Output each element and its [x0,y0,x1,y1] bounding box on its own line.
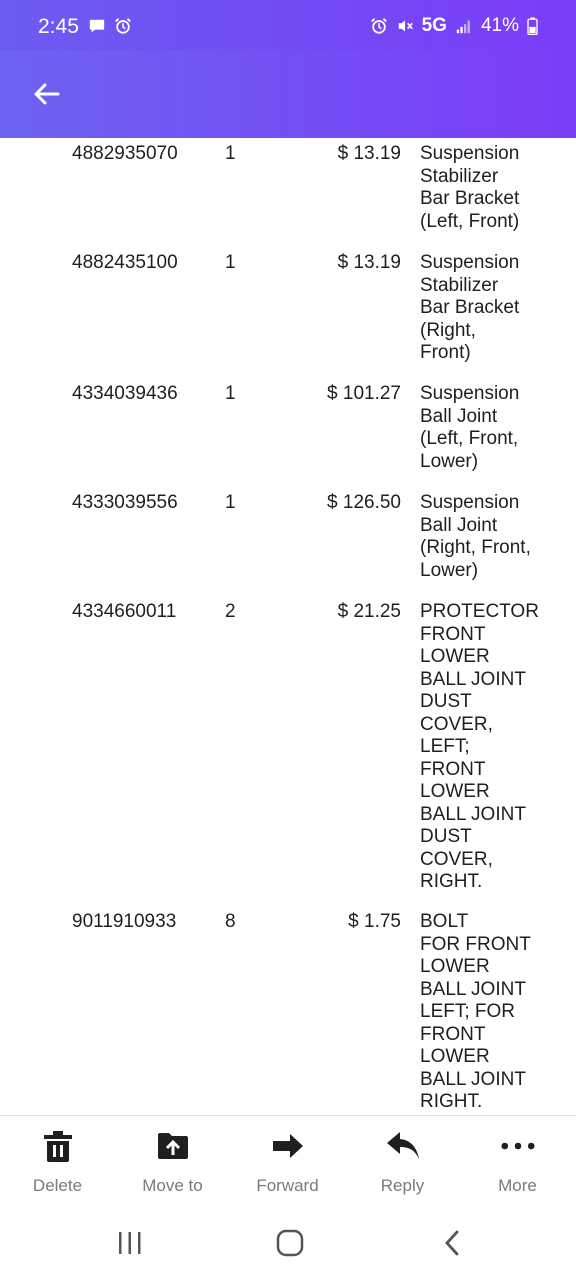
back-icon [443,1229,461,1257]
quantity: 2 [225,601,236,622]
quantity: 1 [225,143,236,164]
back-button[interactable] [24,72,68,116]
price: $ 126.50 [327,492,401,513]
price: $ 21.25 [337,601,401,622]
signal-icon [455,17,473,35]
recent-apps-icon [117,1231,143,1255]
mute-icon [396,17,414,35]
reply-icon [386,1130,420,1162]
action-bar [0,1115,576,1207]
description: Suspension Ball Joint (Left, Front, Lower) [420,383,520,472]
app-bar [0,50,576,138]
price: $ 101.27 [327,383,401,404]
network-type: 5G [421,15,447,36]
quantity: 8 [225,911,236,932]
parts-table [0,138,576,1115]
folder-move-icon [156,1131,190,1161]
description: Suspension Ball Joint (Right, Front, Lower) [420,492,531,581]
move-to-label: Move to [142,1176,203,1195]
battery-icon [527,17,538,35]
recent-apps-button[interactable] [110,1227,150,1259]
home-icon [276,1229,304,1257]
price: $ 13.19 [337,143,401,164]
part-number: 4882935070 [72,143,178,164]
quantity: 1 [225,492,236,513]
quantity: 1 [225,383,236,404]
part-number: 4882435100 [72,252,178,273]
status-time: 2:45 [38,15,79,38]
arrow-left-icon [32,82,60,106]
more-button[interactable] [460,1116,575,1208]
part-number: 4334039436 [72,383,178,404]
delete-label: Delete [32,1176,83,1195]
part-number: 9011910933 [72,911,177,932]
move-to-button[interactable] [115,1116,230,1208]
reply-label: Reply [380,1176,425,1195]
more-dots-icon [501,1141,535,1151]
price: $ 1.75 [348,911,401,932]
trash-icon [43,1130,73,1162]
reply-button[interactable] [345,1116,460,1208]
nav-back-button[interactable] [432,1227,472,1259]
home-button[interactable] [270,1227,310,1259]
status-bar [0,0,576,50]
price: $ 13.19 [337,252,401,273]
quantity: 1 [225,252,236,273]
message-icon [88,17,106,35]
more-label: More [498,1176,537,1195]
forward-button[interactable] [230,1116,345,1208]
alarm-icon [114,17,132,35]
delete-button[interactable] [0,1116,115,1208]
part-number: 4333039556 [72,492,178,513]
description: Suspension Stabilizer Bar Bracket (Left, Front) [420,143,520,232]
forward-label: Forward [256,1176,319,1195]
forward-icon [271,1132,305,1160]
description: PROTECTOR FRONT LOWER BALL JOINT DUST COVER, LEFT; FRONT LOWER BALL JOINT DUST COVER, RIGHT. [420,601,539,892]
description: Suspension Stabilizer Bar Bracket (Right, Front) [420,252,520,363]
system-nav-bar [0,1207,576,1280]
description: BOLT FOR FRONT LOWER BALL JOINT LEFT; FOR FRONT LOWER BALL JOINT RIGHT. [420,911,531,1112]
alarm-icon [370,17,388,35]
battery-percent: 41% [480,15,519,36]
part-number: 4334660011 [72,601,177,622]
